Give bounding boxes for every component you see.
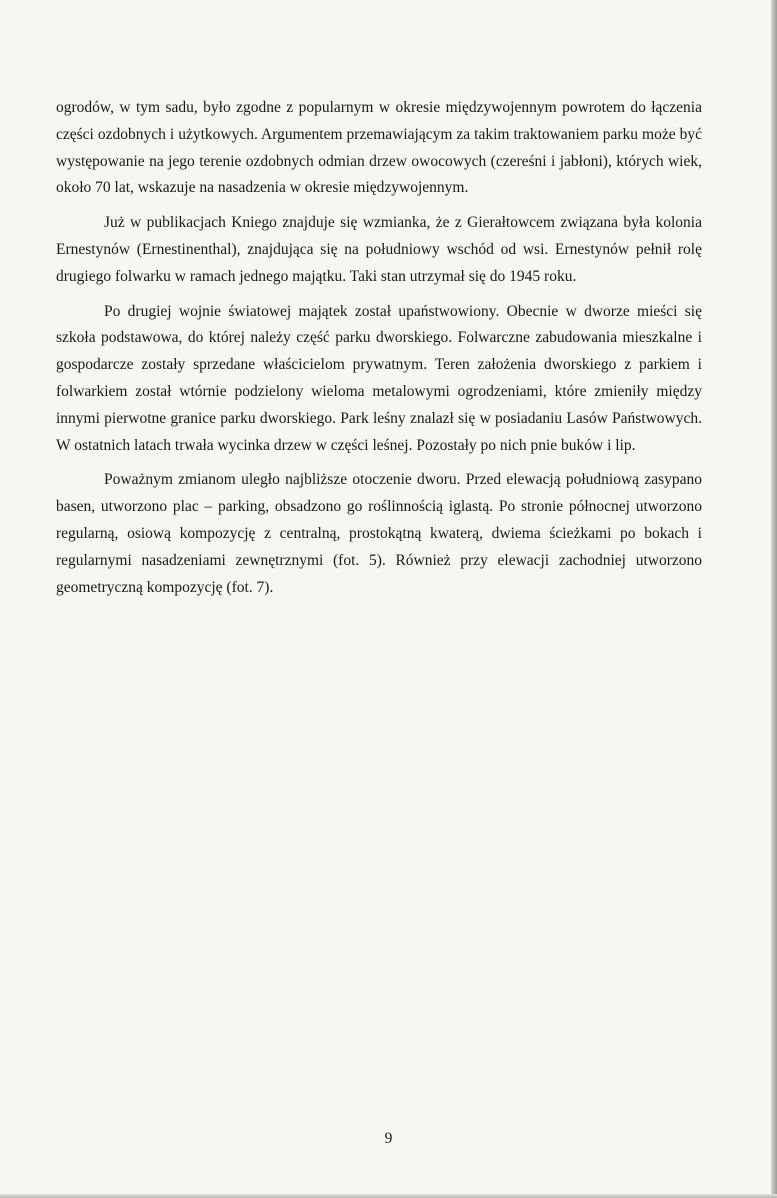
page-body: [56, 95, 702, 609]
page-number: 9: [384, 1130, 393, 1147]
scan-edge-bottom: [0, 1194, 777, 1198]
paragraph-continuation: ogrodów, w tym sadu, było zgodne z popularnym w okresie międzywojennym powrotem do łączenia części ozdobnych i użytkowych. Argumentem przemawiającym za takim traktowaniem parku może być występowanie na jego terenie ozdobnych odmian drzew owocowych (czereśni i jabłoni), których wiek, około 70 lat, wskazuje na nasadzenia w okresie międzywojennym.: [56, 99, 702, 197]
paragraph-surroundings: Poważnym zmianom uległo najbliższe otoczenie dworu. Przed elewacją południową zasypano basen, utworzono plac – parking, obsadzono go roślinnością iglastą. Po stronie północnej utworzono regularną, osiową kompozycję z centralną, prostokątną kwaterą, dwiema ścieżkami po bokach i regularnymi nasadzeniami zewnętrznymi (fot. 5). Również przy elewacji zachodniej utworzono geometryczną kompozycję (fot. 7).: [56, 471, 702, 596]
paragraph-ernestynow: Już w publikacjach Kniego znajduje się wzmianka, że z Gierałtowcem związana była kolonia Ernestynów (Ernestinenthal), znajdująca się na południowy wschód od wsi. Ernestynów pełnił rolę drugiego folwarku w ramach jednego majątku. Taki stan utrzymał się do 1945 roku.: [56, 214, 702, 285]
scan-edge-right: [771, 0, 777, 1198]
paragraph-post-war: Po drugiej wojnie światowej majątek został upaństwowiony. Obecnie w dworze mieści się szkoła podstawowa, do której należy część parku dworskiego. Folwarczne zabudowania mieszkalne i gospodarcze zostały sprzedane właścicielom prywatnym. Teren założenia dworskiego z parkiem i folwarkiem został wtórnie podzielony wieloma metalowymi ogrodzeniami, które zmieniły między innymi pierwotne granice parku dworskiego. Park leśny znalazł się w posiadaniu Lasów Państwowych. W ostatnich latach trwała wycinka drzew w części leśnej. Pozostały po nich pnie buków i lip.: [56, 302, 702, 454]
